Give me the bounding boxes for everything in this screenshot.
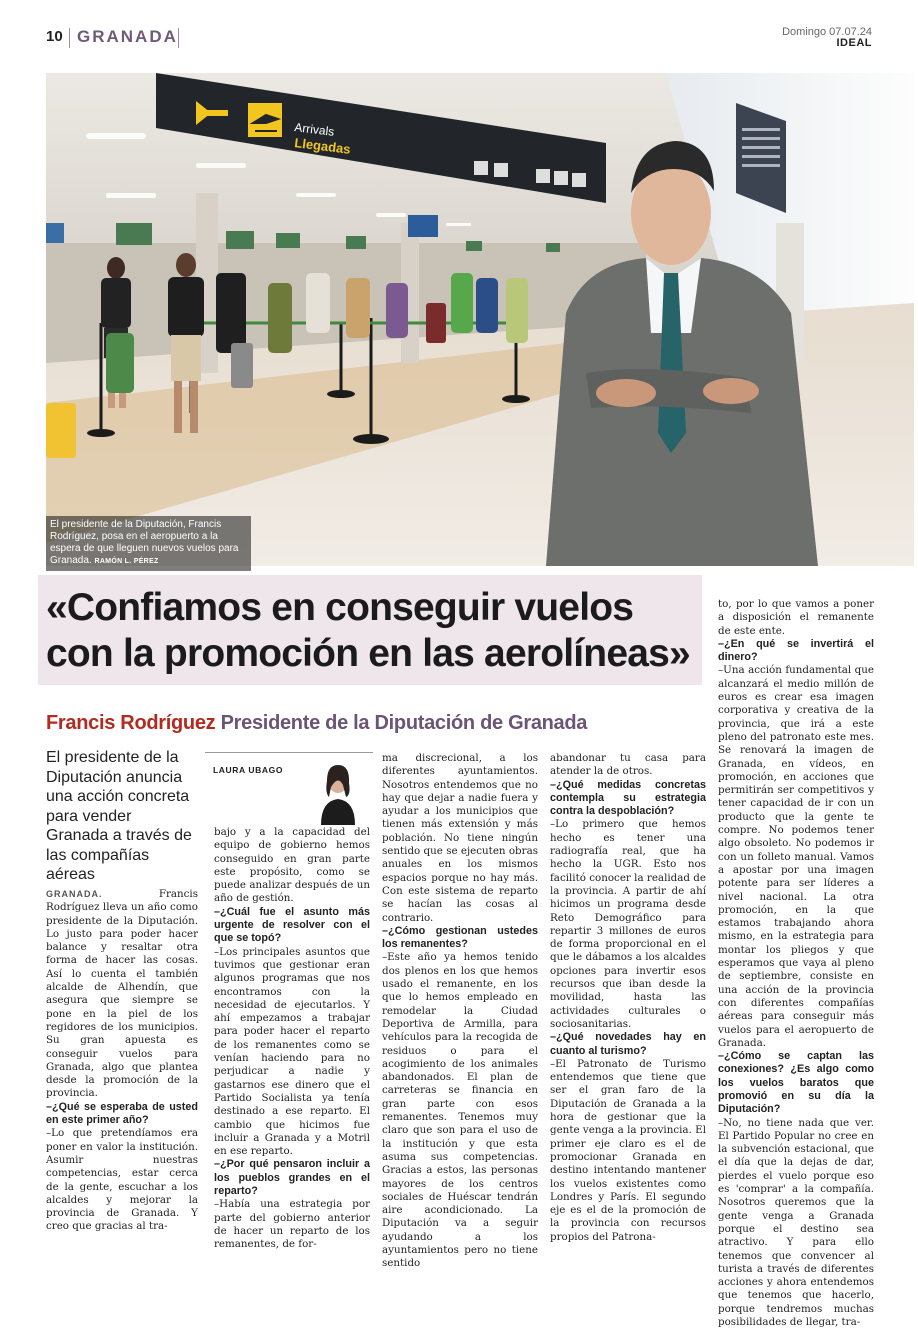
byline [46,712,587,735]
issue-date: Domingo 07.07.24 [782,26,872,38]
interview-question: –¿Cómo se captan las conexiones? ¿Es algo como los vuelos baratos que promovió en su día la Diputación? [718,1050,874,1116]
caption-text: El presidente de la Diputación, Francis Rodríguez, posa en el aeropuerto a la espera de que lleguen nuevos vuelos para Granada. [50,519,239,566]
article-column-2 [214,826,370,1252]
article-paragraph: ma discrecional, a los diferentes ayuntamientos. Nosotros entendemos que no hay que dejar a nadie fuera y ayudar a los municipios que tienen más extensión y más población. No tiene ningún sentido que se ejecuten obras anuales en los mismos espacios porque no hay más. Con este sistema de reparto se hacían las cosas al contrario. [382,752,538,924]
article-paragraph: abandonar tu casa para atender la de otros. [550,752,706,778]
interview-question: –¿Qué novedades hay en cuanto al turismo? [550,1031,706,1057]
newspaper-name: IDEAL [836,37,872,49]
article-paragraph: –Los principales asuntos que tuvimos que gestionar eran algunos programas que nos encontramos con la necesidad de ejecutarlos. Y ahí empezamos a trabajar para poder hacer el reparto de los remanentes como se venían haciendo para no perjudicar a nadie y gastarnos ese dinero que el Partido Socialista ya tenía destinado a ese reparto. El cambio que hicimos fue incluir a Granada y a Motril en ese reparto. [214,945,370,1158]
article-paragraph: to, por lo que vamos a poner a disposición el remanente de este ente. [718,598,874,637]
article-paragraph: –Lo primero que hemos hecho es tener una radiografía real, que ha hecho la UGR. Esto nos facilitó conocer la realidad de la provincia. A partir de ahí hicimos un programa desde Reto Demográfico para repartir 3 millones de euros de forma proporcional en el que le dábamos a los alcaldes opciones para invertir esos recursos que iban desde la movilidad, hasta las actividades culturales o sociosanitarias. [550,818,706,1030]
article-column-3 [382,752,538,1271]
interview-question: –¿Por qué pensaron incluir a los pueblos grandes en el reparto? [214,1158,370,1198]
interview-question: –¿Qué se esperaba de usted en este primer año? [46,1100,198,1127]
article-paragraph: GRANADA. Francis Rodríguez lleva un año como presidente de la Diputación. Lo justo para poder hacer balance y resaltar otra forma de hacer las cosas. Así lo cuenta el también alcalde de Alhendín, que asegura que siempre se pone en la piel de los regidores de los municipios. Su gran apuesta es conseguir vuelos para Granada, algo que plantea desde la promoción de la provincia. [46,888,198,1100]
author-photo [313,761,363,825]
article-paragraph: –Una acción fundamental que alcanzará el medio millón de euros es crear esa imagen corporativa y creativa de la provincia, que irá a este pleno del patronato este mes. Se renovará la imagen de Granada, en vídeos, en promoción, en acciones que permitirán ser competitivos y tener capacidad de ir con un producto que la gente te compre. No podemos tener algo obsoleto. No podemos ir con un folleto manual. Vamos a apostar por una imagen potente para ser líderes a nivel nacional. La otra promoción, en la que estamos trabajando ahora mismo, en la estrategia para montar los pliegos y que esperamos que vaya al pleno de septiembre, consiste en una acción de la provincia con diferentes compañías aéreas para conseguir más vuelos para el aeropuerto de Granada. [718,664,874,1049]
section-title: GRANADA [77,27,178,46]
sign-llegadas: Llegadas [293,135,352,157]
article-paragraph: bajo y a la capacidad del equipo de gobierno hemos conseguido en gran parte este propósito, como se puede analizar después de un año de gestión. [214,826,370,905]
interview-question: –¿Cuál fue el asunto más urgente de resolver con el que se topó? [214,905,370,945]
author-box [205,752,373,828]
photo-credit: RAMÓN L. PÉREZ [94,558,159,565]
article-paragraph: –Había una estrategia por parte del gobierno anterior de hacer un reparto de los remanentes, de for- [214,1198,370,1251]
interview-question: –¿Qué medidas concretas contempla su estrategia contra la despoblación? [550,778,706,818]
article-column-4 [550,752,706,1244]
author-name: LAURA UBAGO [213,765,284,775]
interviewee-name: Francis Rodríguez [46,712,216,734]
header-divider [69,28,70,48]
interview-question: –¿Cómo gestionan ustedes los remanentes? [382,924,538,951]
article-paragraph: –Este año ya hemos tenido dos plenos en los que hemos usado el remanente, en los que lo hemos empleado en remodelar la Ciudad Deportiva de Armilla, para vehículos para la recogida de residuos o para el acogimiento de los animales abandonados. El plan de carreteras se financia en gran parte con esos remanentes. Tenemos muy claro que son para el uso de la institución y que esta asuma sus competencias. Gracias a estos, las personas mayores de los centros sociales de Huéscar tendrán aire acondicionado. La Diputación va a seguir ayudando a los ayuntamientos pero no tiene sentido [382,951,538,1270]
header-divider [178,28,179,48]
sign-arrivals: Arrivals [293,120,336,139]
main-photo [46,73,914,566]
article-paragraph: –El Patronato de Turismo entendemos que tiene que ser el gran faro de la Diputación de Granada a la hora de gestionar que la gente venga a la provincia. El primer eje claro es el de promocionar Granada en destino intentando mantener los vuelos existentes como Londres y París. El segundo eje es el de la promoción de la provincia con recursos propios del Patrona- [550,1057,706,1243]
dateline: GRANADA. [46,889,159,899]
article-paragraph: –No, no tiene nada que ver. El Partido Popular no cree en la subvención estacional, que el día que la dejas de dar, pierdes el vuelo porque eso es 'comprar' a la compañía. Nosotros queremos que la gente venga a Granada porque el destino sea atractivo. Y para ello tenemos que convencer al turista a través de diferentes acciones y ahora entendemos que tenemos que hacerlo, porque tendremos muchas posibilidades de llegar, tra- [718,1116,874,1329]
page-number: 10 [46,28,63,45]
interview-question: –¿En qué se invertirá el dinero? [718,637,874,664]
interviewee-role: Presidente de la Diputación de Granada [220,712,588,734]
headline: «Confiamos en conseguir vuelos con la promoción en las aerolíneas» [46,586,690,675]
article-paragraph: –Lo que pretendíamos era poner en valor la institución. Asumir nuestras competencias, estar cerca de la gente, escuchar a los alcaldes y mejorar la provincia de Granada. Y creo que gracias al tra- [46,1127,198,1233]
article-column-1 [46,888,198,1234]
standfirst: El presidente de la Diputación anuncia una acción concreta para vender Granada a través de las compañías aéreas [46,749,192,883]
article-column-5 [718,598,874,1329]
photo-caption [46,516,251,571]
